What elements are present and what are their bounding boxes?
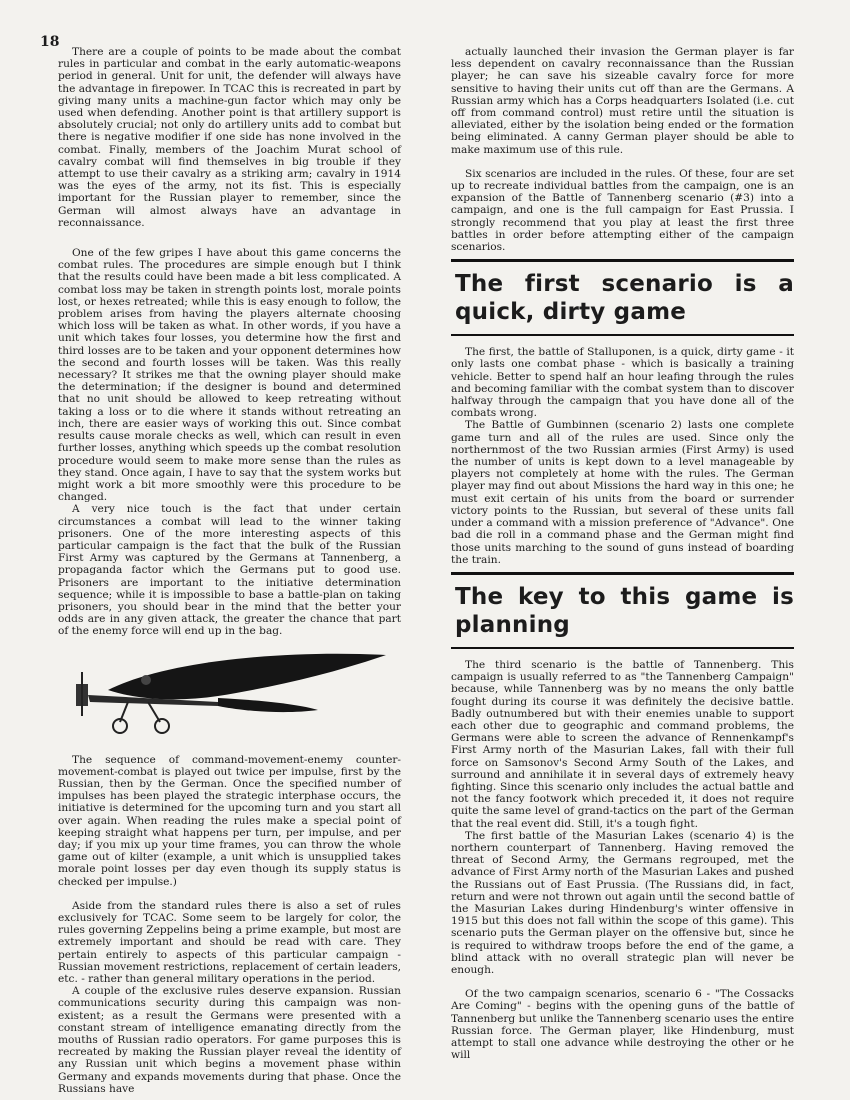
paragraph: One of the few gripes I have about this game concerns the combat rules. The procedures are simple enough but I think that the results could have been made a bit less complicated. A combat loss may be taken in strength points lost, morale points lost, or hexes retreated; while this is easy enough to follow, the problem arises from having the players alternate choosing which loss will be taken as what. In other words, if you have a unit which takes four losses, you determine how the first and third losses are to be taken and your opponent determines how the second and fourth losses will be taken. Was this really necessary? It strikes me that the owning player should make the determination; if the designer is bound and determined that no unit should be allowed to keep retreating without taking a loss or to die where it stands without retreating an inch, there are easier ways of working this out. Since combat results cause morale checks as well, which can result in even further losses, anything which speeds up the combat resolution procedure would seem to make more sense than the rules as they stand. Once again, I have to say that the system works but might work a bit more smoothly were this procedure to be changed.	[58, 247, 401, 504]
airplane-illustration	[68, 650, 401, 736]
section-headline: The key to this game is planning	[455, 583, 794, 638]
headline-rule-bottom	[451, 334, 794, 336]
paragraph: Aside from the standard rules there is also a set of rules exclusively for TCAC. Some seem to be largely for color, the rules governing Zeppelins being a prime example, but most are extremely important and should be read with care. They pertain entirely to aspects of this particular campaign - Russian movement restrictions, replacement of certain leaders, etc. - rather than general military operations in the period.	[58, 899, 401, 985]
paragraph: The sequence of command-movement-enemy counter-movement-combat is played out twice per impulse, first by the Russian, then by the German. Once the specified number of impulses has been played the strategic interphase occurs, the initiative is determined for the upcoming turn and you start all over again. When reading the rules make a special point of keeping straight what happens per turn, per impulse, and per day; if you mix up your time frames, you can throw the whole game out of kilter (example, a unit which is unsupplied takes morale point losses per day even though its supply status is checked per impulse.)	[58, 753, 401, 888]
paragraph: Six scenarios are included in the rules. Of these, four are set up to recreate individual battles from the campaign, one is an expansion of the Battle of Tannenberg scenario (#3) into a campaign, and one is the full campaign for East Prussia. I strongly recommend that you play at least the first three battles in order before attempting either of the campaign scenarios.	[451, 167, 794, 254]
paragraph: The first battle of the Masurian Lakes (scenario 4) is the northern counterpart of Tannenberg. Having removed the threat of Second Army, the Germans regrouped, met the advance of First Army north of the Masurian Lakes and pushed the Russians out of East Prussia. (The Russians did, in fact, return and were not thrown out again until the second battle of the Masurian Lakes during Hindenburg's winter offensive in 1915 but this does not fall within the scope of this game). This scenario puts the German player on the offensive but, since he is required to withdraw troops before the end of the game, a blind attack with no overall strategic plan will never be enough.	[451, 829, 794, 976]
paragraph: The first, the battle of Stalluponen, is a quick, dirty game - it only lasts one combat phase - which is basically a training vehicle. Better to spend half an hour leafing through the rules and becoming familiar with the combat system than to discover halfway through the campaign that you have done all of the combats wrong.	[451, 346, 794, 420]
paragraph: There are a couple of points to be made about the combat rules in particular and combat in the early automatic-weapons period in general. Unit for unit, the defender will always have the advantage in firepower. In TCAC this is recreated in part by giving many units a machine-gun factor which may only be used when defending. Another point is that artillery support is absolutely crucial; not only do artillery units add to combat but there is negative modifier if one side has none involved in the combat. Finally, members of the Joachim Murat school of cavalry combat will find themselves in big trouble if they attempt to use their cavalry as a striking arm; cavalry in 1914 was the eyes of the army, not its fist. This is especially important for the Russian player to remember, since the German will almost always have an advantage in reconnaissance.	[58, 46, 401, 229]
paragraph: The Battle of Gumbinnen (scenario 2) lasts one complete game turn and all of the rules are used. Since only the northernmost of the two Russian armies (First Army) is used the number of units is kept down to a level manageable by players not completely at home with the rules. The German player may find out about Missions the hard way in this one; he must exit certain of his units from the board or surrender victory points to the Russian, but several of these units fall under a command with a mission preference of "Advance". One bad die roll in a command phase and the German might find those units marching to the sound of guns instead of boarding the train.	[451, 419, 794, 566]
paragraph: actually launched their invasion the German player is far less dependent on cavalry reconnaissance than the Russian player; he can save his sizeable cavalry force for more sensitive to having their units cut off than are the Germans. A Russian army which has a Corps headquarters Isolated (i.e. cut off from command control) must retire until the situation is alleviated, either by the isolation being ended or the formation being eliminated. A canny German player should be able to make maximum use of this rule.	[451, 46, 794, 156]
paragraph: A couple of the exclusive rules deserve expansion. Russian communications security during this campaign was non-existent; as a result the Germans were presented with a constant stream of intelligence emanating directly from the mouths of Russian radio operators. For game purposes this is recreated by making the Russian player reveal the identity of any Russian unit which begins a movement phase within Germany and expands movements during that phase. Once the Russians have	[58, 985, 401, 1095]
section-headline: The first scenario is a quick, dirty game	[455, 271, 794, 326]
paragraph: A very nice touch is the fact that under certain circumstances a combat will lead to the winner taking prisoners. One of the more interesting aspects of this particular campaign is the fact that the bulk of the Russian First Army was captured by the Germans at Tannenberg, a propaganda factor which the Germans put to good use. Prisoners are important to the initiative determination sequence; while it is impossible to base a battle-plan on taking prisoners, you should bear in the mind that the better your odds are in any given attack, the greater the chance that part of the enemy force will end up in the bag.	[58, 503, 401, 638]
headline-rule-top	[451, 572, 794, 575]
headline-rule-bottom	[451, 647, 794, 649]
left-column	[58, 46, 401, 1095]
paragraph: Of the two campaign scenarios, scenario 6 - "The Cossacks Are Coming" - begins with the opening guns of the battle of Tannenberg but unlike the Tannenberg scenario uses the entire Russian force. The German player, like Hindenburg, must attempt to stall one advance while destroying the other or he will	[451, 988, 794, 1062]
headline-rule-top	[451, 259, 794, 262]
right-column	[451, 46, 794, 1061]
page-number: 18	[40, 34, 60, 50]
paragraph: The third scenario is the battle of Tannenberg. This campaign is usually referred to as "the Tannenberg Campaign" because, while Tannenberg was by no means the only battle fought during its course it was definitely the decisive battle. Badly outnumbered but with their enemies unable to support each other due to geographic and command problems, the Germans were able to screen the advance of Rennenkampf's First Army north of the Masurian Lakes, fall with their full force on Samsonov's Second Army South of the Lakes, and surround and annihilate it in several days of extremely heavy fighting. Since this scenario only includes the actual battle and not the fancy footwork which preceded it, it does not require quite the same level of grand-tactics on the part of the German that the real event did. Still, it's a tough fight.	[451, 658, 794, 830]
